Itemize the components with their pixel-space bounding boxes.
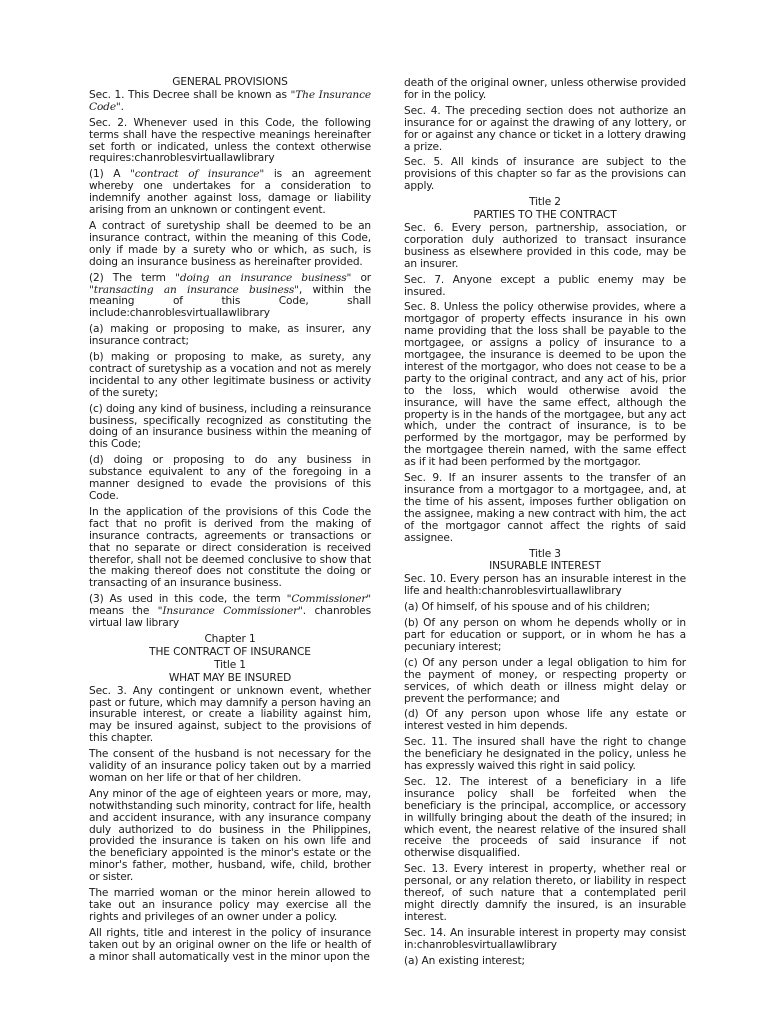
section-heading: Title 1 [214,658,246,671]
paragraph [89,118,371,166]
text-run: (1) A [89,168,131,181]
text-run: Sec. 9. If an insurer assents to the transfer of an insurance from a mortgagor to a mortgagee, and, at the time of his assent, imposes further obligation on the assignee, making a new contract with him, the act of the mortgagor cannot affect the rights of said assignee. [404,472,686,544]
paragraph [89,324,371,348]
section-heading: THE CONTRACT OF INSURANCE [149,645,311,658]
paragraph [404,737,686,773]
text-run: (b) making or proposing to make, as surety, any contract of suretyship as a vocation and not as merely incidental to any other legitimate business or activity of the surety; [89,351,371,399]
defined-term: "The Insurance Code" [89,88,371,113]
text-run: (c) doing any kind of business, including a reinsurance business, specifically recognized as constituting the doing of an insurance business within the meaning of this Code; [89,402,371,451]
defined-term: "Insurance Commissioner" [157,605,303,618]
text-run: (2) The term [89,271,176,284]
section-heading: Title 2 [529,196,561,209]
paragraph [404,473,686,544]
text-run: In the application of the provisions of this Code the fact that no profit is derived from the making of insurance contracts, agreements or transactions or that no separate or direct consideration is received therefor, shall not be deemed conclusive to show that the making thereof does not constitute the doing or transacting of an insurance business. [89,505,371,590]
paragraph [404,275,686,299]
text-run: (3) As used in this code, the term [89,593,287,606]
paragraph [89,221,371,269]
text-run: , within the meaning of this Code, shall include:chanroblesvirtuallawlibrary [89,283,372,320]
text-run: means the [89,605,158,618]
text-run: (d) Of any person upon whose life any estate or interest vested in him depends. [404,708,686,733]
paragraph [89,90,371,114]
paragraph [404,157,686,193]
paragraph [89,888,371,924]
paragraph [404,574,686,598]
text-run: The consent of the husband is not necessary for the validity of an insurance policy taken out by a married woman on her life or that of her children. [89,748,371,784]
section-heading: Title 3 [529,547,561,560]
text-run: Sec. 4. The preceding section does not authorize an insurance for or against the drawing of any lottery, or for or against any chance or ticket in a lottery drawing a prize. [404,104,686,153]
text-run: (d) doing or proposing to do any business in substance equivalent to any of the foregoing in a manner designed to evade the provisions of this Code. [89,454,371,502]
paragraph [404,709,686,733]
text-run: Sec. 8. Unless the policy otherwise provides, where a mortgagor of property effects insurance in his own name providing that the loss shall be payable to the mortgagee, or assigns a policy of insurance to a mortgagee, the insurance is deemed to be upon the interest of the mortgagor, who does not cease to be a party to the original contract, and any act of his, prior to the loss, which would otherwise avoid the insurance, will have the same effect, although the property is in the hands of the mortgagee, but any act which, under the contract of insurance, is to be performed by the mortgagor, may be performed by the mortgagee therein named, with the same effect as if it had been performed by the mortgagor. [404,301,686,469]
text-run: (a) An existing interest; [404,954,525,967]
defined-term: "contract of insurance" [130,168,265,181]
paragraph [404,928,686,952]
text-run: . [120,100,124,113]
text-run: Sec. 11. The insured shall have the right to change the beneficiary he designated in the policy, unless he has expressly waived this right in said policy. [404,736,686,773]
text-run: or [351,271,371,284]
text-run: All rights, title and interest in the policy of insurance taken out by an original owner on the life or health of a minor shall automatically vest in the minor upon the [89,926,371,963]
paragraph [89,404,371,452]
paragraph [89,789,371,884]
right-column [404,78,686,972]
paragraph [404,602,686,614]
paragraph [89,928,371,964]
text-run: Any minor of the age of eighteen years or more, may, notwithstanding such minority, contract for life, health and accident insurance, with any insurance company duly authorized to do business in the Philippines, provided the insurance is taken on his own life and the beneficiary appointed is the minor's estate or the minor's father, mother, husband, wife, child, brother or sister. [89,787,371,884]
paragraph [404,956,686,968]
text-run: Sec. 14. An insurable interest in property may consist in:chanroblesvirtuallawlibrary [404,926,686,951]
section-heading: INSURABLE INTEREST [489,560,601,573]
text-run: Sec. 3. Any contingent or unknown event, whether past or future, which may damnify a person having an insurable interest, or create a liability against him, may be insured against, subject to the provisions of this chapter. [89,684,371,745]
paragraph [89,169,371,217]
paragraph [404,864,686,924]
text-run: (c) Of any person under a legal obligation to him for the payment of money, or respecting property or services, of which death or illness might delay or prevent the performance; and [404,656,686,705]
text-run: death of the original owner, unless otherwise provided for in the policy. [404,77,686,101]
section-heading: PARTIES TO THE CONTRACT [473,209,617,222]
left-column [89,77,371,968]
defined-term: "Commissioner" [286,593,371,606]
paragraph [89,352,371,400]
paragraph [404,618,686,654]
text-run: Sec. 7. Anyone except a public enemy may be insured. [404,273,686,298]
paragraph [89,273,371,321]
paragraph [404,302,686,469]
paragraph [89,594,371,630]
paragraph [404,777,686,860]
paragraph [89,507,371,590]
text-run: Sec. 1. This Decree shall be known as [89,88,291,101]
paragraph [89,749,371,785]
text-run: is an agreement whereby one undertakes for a consideration to indemnify another against loss, damage or liability arising from an unknown or contingent event. [89,168,371,217]
text-run: Sec. 2. Whenever used in this Code, the following terms shall have the respective meanings hereinafter set forth or indicated, unless the context otherwise requires:chanroblesvirtuallawlibrary [89,116,371,165]
text-run: A contract of suretyship shall be deemed to be an insurance contract, within the meaning of this Code, only if made by a surety who or which, as such, is doing an insurance business as hereinafter provided. [89,219,371,268]
text-run: (b) Of any person on whom he depends wholly or in part for education or support, or in whom he has a pecuniary interest; [404,617,686,653]
paragraph [404,106,686,154]
paragraph [89,686,371,746]
section-heading: GENERAL PROVISIONS [172,76,288,88]
text-run: (a) Of himself, of his spouse and of his children; [404,601,650,614]
section-heading: WHAT MAY BE INSURED [168,671,292,684]
text-run: Sec. 12. The interest of a beneficiary in a life insurance policy shall be forfeited when the beneficiary is the principal, accomplice, or accessory in willfully bringing about the death of the insured; in which event, the nearest relative of the insured shall receive the proceeds of said insurance if not otherwise disqualified. [404,775,686,860]
paragraph [89,455,371,503]
text-run: (a) making or proposing to make, as insurer, any insurance contract; [89,323,371,348]
paragraph [404,78,686,102]
defined-term: "doing an insurance business" [175,271,352,284]
text-run: Sec. 6. Every person, partnership, association, or corporation duly authorized to transact insurance business as elsewhere provided in this code, may be an insurer. [404,221,686,270]
text-run: Sec. 5. All kinds of insurance are subject to the provisions of this chapter so far as the provisions can apply. [404,156,686,193]
text-run: . chanrobles virtual law library [89,605,372,630]
paragraph [404,658,686,706]
text-run: Sec. 10. Every person has an insurable interest in the life and health:chanroblesvirtuallawlibrary [404,573,686,598]
paragraph [404,223,686,271]
defined-term: "transacting an insurance business" [89,283,299,296]
text-run: The married woman or the minor herein allowed to take out an insurance policy may exercise all the rights and privileges of an owner under a policy. [89,887,371,923]
section-heading: Chapter 1 [204,632,256,645]
text-run: Sec. 13. Every interest in property, whether real or personal, or any relation thereto, or liability in respect thereof, of such nature that a contemplated peril might directly damnify the insured, is an insurable interest. [404,863,686,923]
